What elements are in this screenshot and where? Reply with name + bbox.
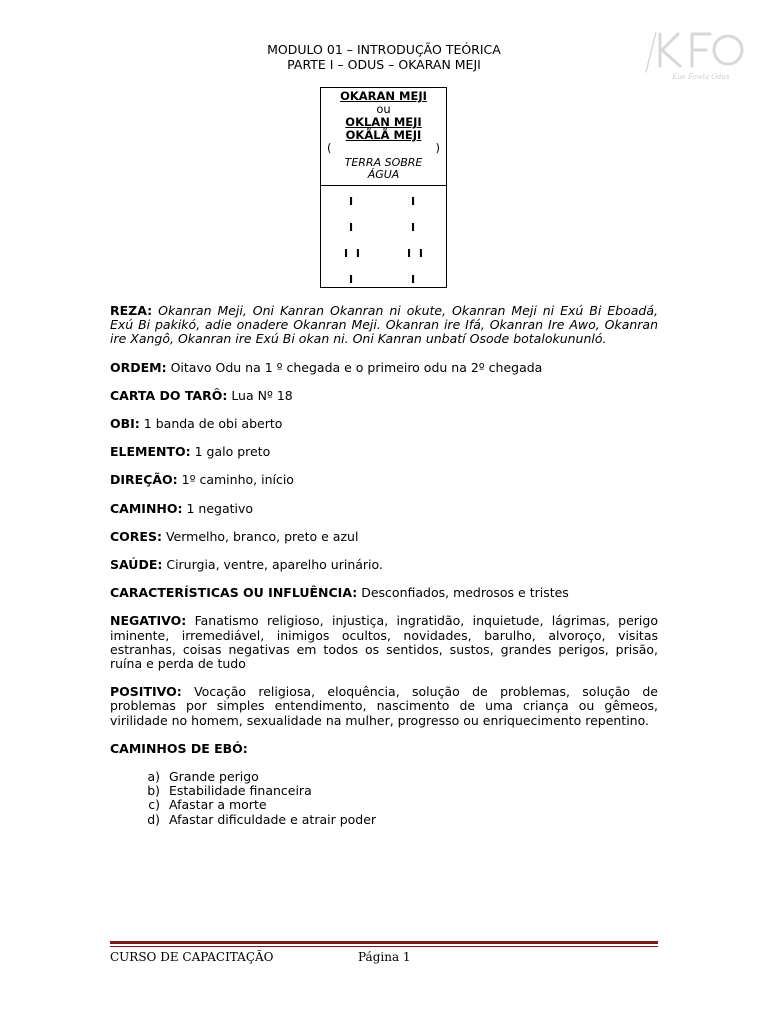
field-label: CARTA DO TARÔ: (110, 387, 228, 403)
field-positivo (110, 685, 658, 728)
field-label: CORES: (110, 528, 162, 544)
reza-paragraph (110, 304, 658, 347)
odu-mark: I (411, 195, 418, 208)
ebo-heading: CAMINHOS DE EBÓ: (110, 740, 248, 756)
odu-element (321, 157, 446, 181)
field-value: Oitavo Odu na 1 º chegada e o primeiro odu na 2º chegada (170, 359, 543, 375)
paren-close: ) (435, 141, 440, 155)
module-title: MODULO 01 – INTRODUÇÃO TEÓRICA (267, 42, 501, 57)
field-elemento (110, 445, 658, 459)
odu-mark: I (411, 273, 418, 286)
list-letter: a) (147, 769, 160, 785)
field-ordem (110, 361, 658, 375)
list-text: Afastar dificuldade e atrair poder (169, 811, 377, 827)
odu-mark: I (349, 195, 356, 208)
field-negativo (110, 614, 658, 671)
field-value: Cirurgia, ventre, aparelho urinário. (166, 557, 383, 573)
field-value: 1 galo preto (194, 444, 271, 460)
ebo-list (110, 770, 658, 827)
field-obi (110, 417, 658, 431)
field-caracteristicas (110, 586, 658, 600)
field-label: NEGATIVO: (110, 613, 187, 629)
odu-figure-box (320, 87, 447, 288)
odu-name-section (321, 88, 446, 186)
part-title: PARTE I – ODUS – OKARAN MEJI (287, 57, 481, 72)
odu-mark: I (349, 221, 356, 234)
document-body (110, 304, 658, 827)
footer-page-number: Página 1 (358, 950, 411, 964)
field-label: CAMINHO: (110, 500, 183, 516)
list-item (110, 770, 658, 784)
field-label: OBI: (110, 416, 140, 432)
field-value: Lua Nº 18 (231, 387, 293, 403)
footer-rule-thick (110, 941, 658, 944)
field-value: Vermelho, branco, preto e azul (165, 528, 359, 544)
odu-or: ou (376, 102, 391, 116)
kfo-logo-icon (640, 22, 750, 82)
field-label: CARACTERÍSTICAS OU INFLUÊNCIA: (110, 585, 358, 601)
footer-course-name: CURSO DE CAPACITAÇÃO (110, 950, 274, 964)
list-text: Estabilidade financeira (169, 783, 312, 799)
field-value: Fanatismo religioso, injustiça, ingratidão, inquietude, lágrimas, perigo iminente, irremediável, inimigos ocultos, novidades, barulho, alvoroço, visitas estranhas, coisas negativas em todos os sentidos, sustos, grandes perigos, prisão, ruína e perda de tudo (110, 613, 658, 672)
odu-element-line1: TERRA SOBRE (344, 156, 423, 169)
odu-mark: I (411, 221, 418, 234)
field-label: ELEMENTO: (110, 444, 191, 460)
reza-text: Okanran Meji, Oni Kanran Okanran ni okute, Okanran Meji ni Exú Bi Eboadá, Exú Bi pakikó, adie onadere Okanran Meji. Okanran ire Ifá, Okanran Ire Awo, Okanran ire Xangô, Okanran ire Exú Bi okan ni. Oni Kanran unbatí Osode botalokununló. (110, 303, 658, 347)
field-label: POSITIVO: (110, 684, 182, 700)
list-text: Afastar a morte (169, 797, 267, 813)
field-value: 1º caminho, início (181, 472, 294, 488)
paren-open: ( (327, 141, 332, 155)
field-cores (110, 530, 658, 544)
list-item (110, 798, 658, 812)
field-carta-do-taro (110, 389, 658, 403)
list-text: Grande perigo (169, 769, 259, 785)
list-letter: c) (148, 797, 160, 813)
odu-mark: I I (407, 247, 426, 260)
field-value: 1 banda de obi aberto (143, 416, 283, 432)
odu-mark: I I (344, 247, 363, 260)
odu-alt-name-1: OKLAN MEJI (345, 115, 422, 129)
field-direcao (110, 473, 658, 487)
odu-title: OKARAN MEJI (340, 89, 427, 103)
logo-tagline: Kue Fowla Odus (672, 73, 730, 81)
field-label: ORDEM: (110, 359, 167, 375)
list-letter: d) (147, 811, 160, 827)
list-item (110, 813, 658, 827)
odu-marks (321, 186, 446, 287)
list-letter: b) (147, 783, 160, 799)
odu-element-line2: ÁGUA (367, 168, 400, 181)
field-value: 1 negativo (186, 500, 254, 516)
field-value: Vocação religiosa, eloquência, solução de problemas, solução de problemas por simples entendimento, nascimento de uma criança ou gêmeos, virilidade no homem, sexualidade na mulher, progresso ou enriquecimento repentino. (110, 684, 658, 728)
footer-rule (110, 941, 658, 947)
field-label: SAÚDE: (110, 557, 163, 573)
footer-rule-thin (110, 946, 658, 947)
odu-parentheses (321, 142, 446, 155)
field-value: Desconfiados, medrosos e tristes (361, 585, 569, 601)
odu-alt-name-2: OKÃLÃ MEJI (345, 128, 422, 142)
field-label: DIREÇÃO: (110, 472, 178, 488)
list-item (110, 784, 658, 798)
odu-mark: I (349, 273, 356, 286)
reza-label: REZA: (110, 303, 153, 318)
field-caminho (110, 502, 658, 516)
field-saude (110, 558, 658, 572)
